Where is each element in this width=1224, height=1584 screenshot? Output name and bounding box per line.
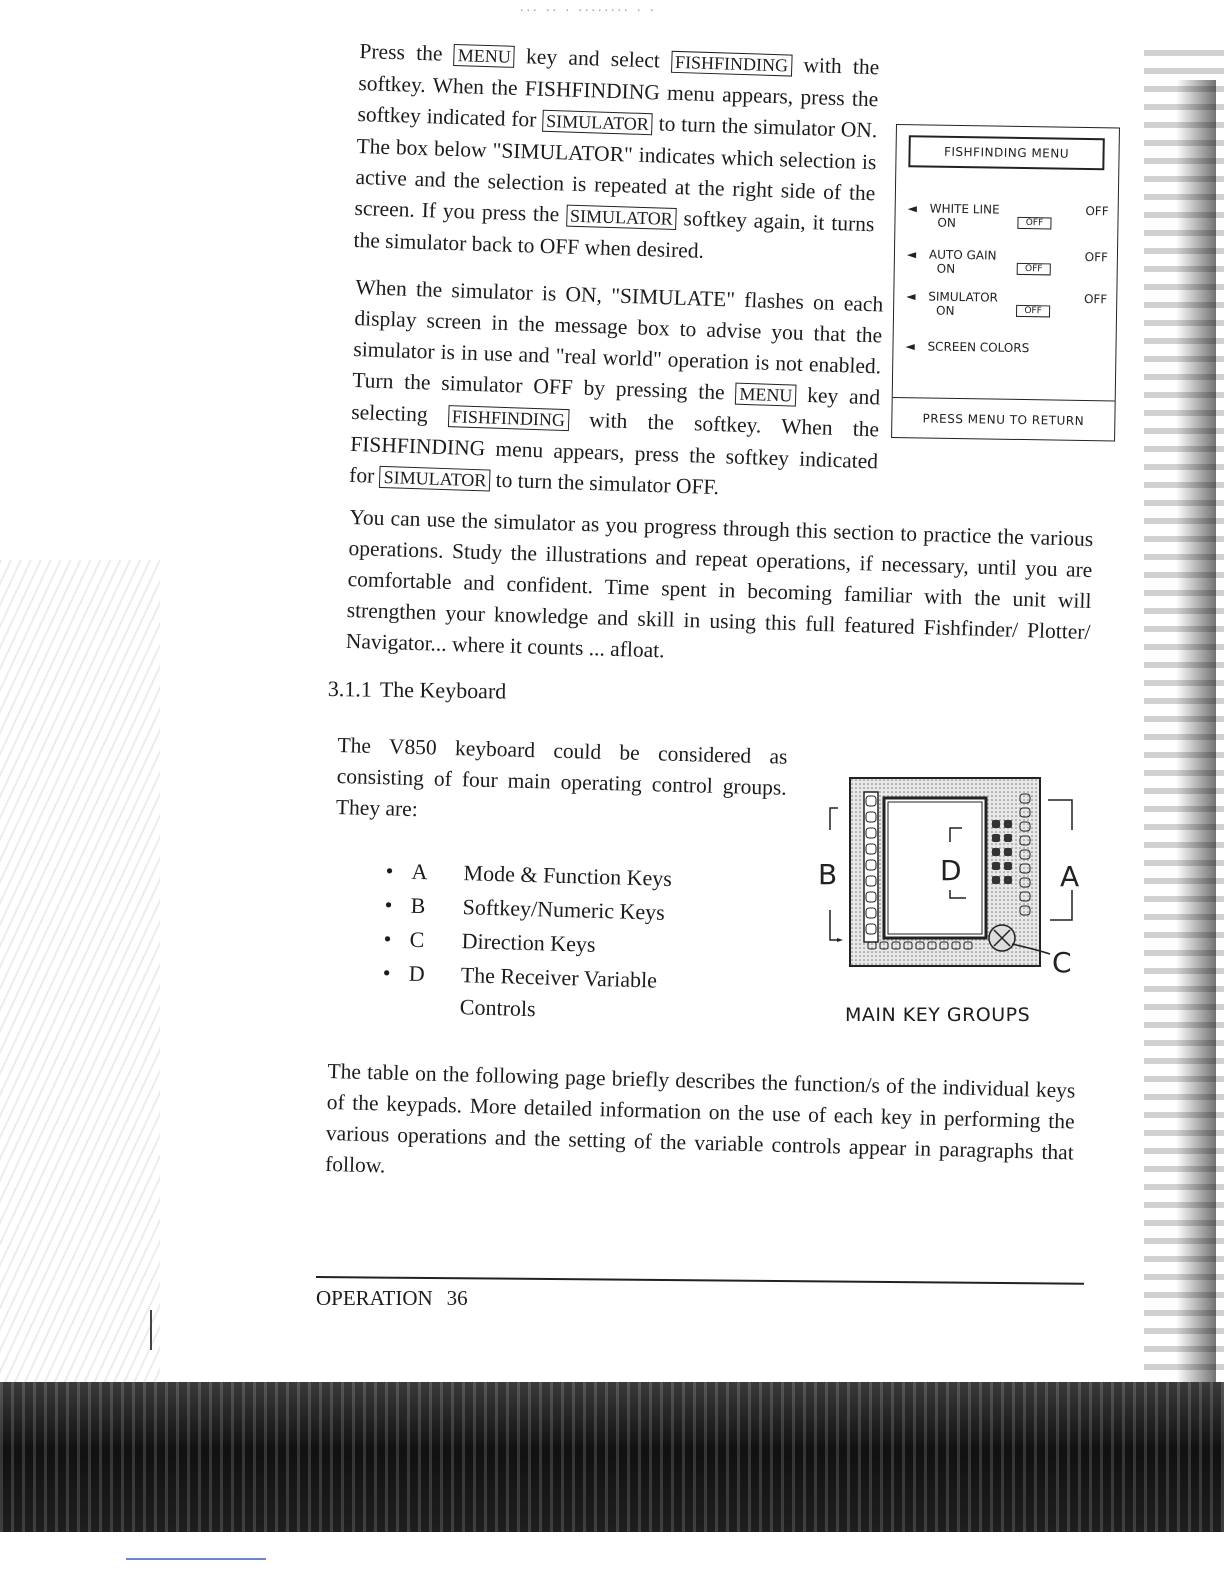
scan-edge-shadow	[1176, 80, 1216, 1460]
scan-mark	[126, 1558, 266, 1560]
simulator-key-label-2: SIMULATOR	[566, 205, 677, 230]
softkey-column-b	[864, 792, 878, 942]
direction-keys-c	[989, 925, 1015, 951]
menu-title: FISHFINDING MENU	[908, 135, 1104, 170]
arrow-left-icon: ◄	[907, 201, 918, 216]
paragraph-practice: You can use the simulator as you progress through this section to practice the various operations. Study the illustrations and repeat operations, if necessary, until you are comfortable and confident. Time spent in becoming familiar with the unit will strengthen your knowledge and skill in using this full featured Fishfinder/ Plotter/ Navigator... where it counts ... afloat.	[345, 504, 1094, 663]
page-footer	[316, 1286, 468, 1311]
list-item: • D The Receiver Variable Controls	[382, 959, 658, 1022]
menu-item-simulator: ◄ SIMULATOR OFF ON OFF	[906, 289, 1108, 318]
arrow-left-icon: ◄	[905, 339, 915, 354]
scan-shadow-left	[0, 560, 160, 1460]
label-d: D	[940, 854, 962, 887]
label-b: B	[818, 858, 838, 891]
figure-caption: MAIN KEY GROUPS	[845, 1004, 1031, 1026]
fishfinding-key-label: FISHFINDING	[671, 51, 793, 77]
label-c: C	[1052, 946, 1072, 979]
key-groups-list	[381, 858, 746, 1040]
fishfinding-menu-illustration	[891, 124, 1120, 441]
label-a: A	[1060, 860, 1080, 893]
footer-rule	[316, 1276, 1084, 1285]
footer-section: OPERATION	[316, 1286, 433, 1310]
paragraph-simulate-flashes: When the simulator is ON, "SIMULATE" flashes on each display screen in the message box to advise you that the simulator is in use and "real world" operation is not enabled. Turn the simulator OFF by pressing the MENU key and selecting FISHFINDING with the softkey. When the FISHFINDING menu appears, press the softkey indicated for SIMULATOR to turn the simulator OFF.	[348, 274, 884, 500]
menu-item-screen-colors: ◄ SCREEN COLORS	[905, 339, 1030, 356]
menu-footer: PRESS MENU TO RETURN	[892, 397, 1115, 441]
paragraph-simulator-on: Press the MENU key and select FISHFINDING with the softkey. When the FISHFINDING menu appears, press the softkey indicated for SIMULATOR to turn the simulator ON. The box below "SIMULATOR" indicates which selection is active and the selection is repeated at the right side of the screen. If you press the SIMULATOR softkey again, it turns the simulator back to OFF when desired.	[353, 38, 880, 263]
fishfinding-key-label: FISHFINDING	[448, 405, 570, 431]
scan-shadow-bottom	[0, 1382, 1224, 1532]
list-item: • C Direction Keys	[383, 925, 596, 957]
list-item: • B Softkey/Numeric Keys	[384, 891, 666, 925]
simulator-key-label: SIMULATOR	[379, 466, 490, 492]
page-number: 36	[446, 1286, 468, 1310]
simulator-key-label: SIMULATOR	[542, 110, 653, 135]
menu-item-auto-gain: ◄ AUTO GAIN OFF ON OFF	[906, 247, 1109, 276]
arrow-left-icon: ◄	[906, 289, 916, 304]
menu-key-label: MENU	[735, 383, 797, 407]
keyboard-diagram	[810, 770, 1080, 1000]
menu-item-white-line: ◄ WHITE LINE OFF ON OFF	[907, 201, 1109, 230]
top-text-fragment: ... .. . ........ . .	[520, 0, 657, 15]
paragraph-table-following: The table on the following page briefly describes the function/s of the individual keys of the keypads. More detailed information on the use of each key in performing the various operations and the setting of the variable controls appear in paragraphs that follow.	[324, 1058, 1076, 1178]
scan-mark-vertical	[150, 1310, 152, 1350]
arrow-left-icon: ◄	[906, 247, 917, 262]
paragraph-keyboard-intro: The V850 keyboard could be considered as consisting of four main operating control groups. They are:	[335, 732, 788, 822]
menu-key-label: MENU	[453, 44, 515, 68]
list-item: • A Mode & Function Keys	[385, 858, 673, 891]
section-heading: 3.1.1 The Keyboard	[327, 676, 507, 704]
